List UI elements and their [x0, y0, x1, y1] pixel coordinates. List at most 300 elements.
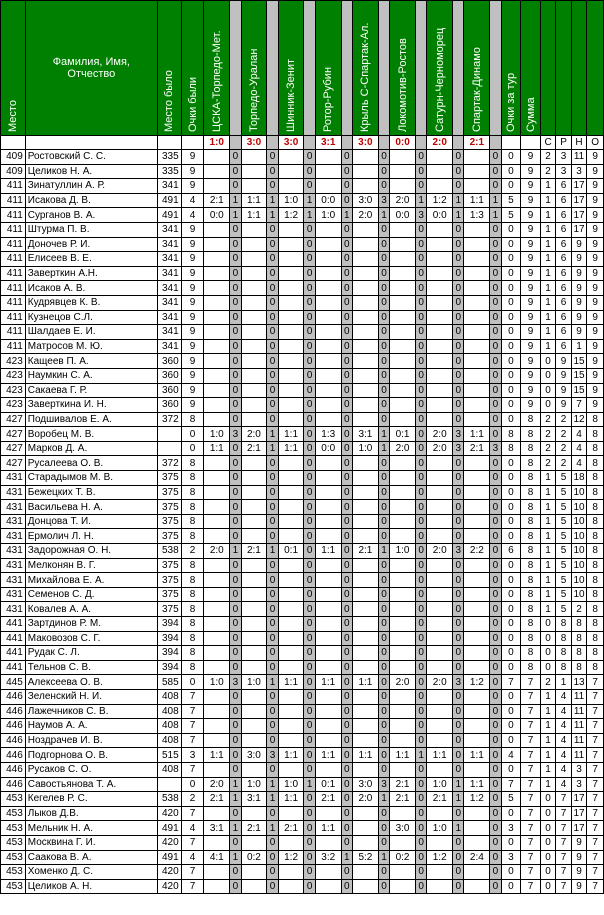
match-points-cell: 0: [304, 631, 315, 646]
prediction-cell: [315, 500, 341, 515]
match-points-cell: 0: [267, 222, 278, 237]
name-cell: Савостьянова Т. А.: [25, 777, 157, 792]
prediction-cell: [427, 587, 453, 602]
prediction-cell: 1:1: [352, 675, 378, 690]
match-points-cell: 0: [304, 573, 315, 588]
round-points-cell: 8: [501, 427, 521, 442]
prediction-cell: [427, 879, 453, 894]
match-points-cell: 0: [453, 879, 464, 894]
prediction-cell: 2:1: [204, 792, 230, 807]
place-was-cell: 394: [157, 631, 181, 646]
n-cell: 17: [571, 193, 586, 208]
prediction-cell: [427, 602, 453, 617]
match-points-cell: 0: [267, 660, 278, 675]
place-cell: 431: [1, 558, 26, 573]
round-points-cell: 0: [501, 704, 521, 719]
match-points-cell: 0: [267, 558, 278, 573]
o-cell: 7: [587, 850, 604, 865]
name-cell: Мелконян В. Г.: [25, 558, 157, 573]
table-row: [1, 631, 604, 646]
r-cell: 4: [556, 748, 571, 763]
match-points-cell: 0: [304, 368, 315, 383]
table-row: [1, 602, 604, 617]
o-cell: 8: [587, 646, 604, 661]
sum-cell: 9: [521, 150, 541, 165]
prediction-cell: [390, 354, 416, 369]
prediction-cell: [204, 266, 230, 281]
header-match-3: Шинник-Зенит: [278, 1, 304, 136]
prediction-cell: [315, 354, 341, 369]
prediction-cell: [278, 514, 304, 529]
s-cell: 1: [540, 704, 555, 719]
points-were-cell: 8: [181, 514, 204, 529]
s-cell: 1: [540, 544, 555, 559]
n-cell: 3: [571, 777, 586, 792]
sum-cell: 7: [521, 675, 541, 690]
prediction-cell: [390, 500, 416, 515]
r-cell: 6: [556, 281, 571, 296]
prediction-cell: [390, 295, 416, 310]
name-cell: Сакаева Г. Р.: [25, 383, 157, 398]
s-cell: 0: [540, 850, 555, 865]
place-was-cell: 341: [157, 252, 181, 267]
o-cell: 9: [587, 252, 604, 267]
prediction-cell: [204, 689, 230, 704]
match-points-cell: 0: [378, 485, 389, 500]
prediction-cell: [278, 398, 304, 413]
match-points-cell: 0: [453, 281, 464, 296]
match-points-cell: 3: [378, 193, 389, 208]
prediction-cell: 2:0: [427, 544, 453, 559]
match-points-cell: 0: [341, 646, 352, 661]
prediction-cell: [390, 529, 416, 544]
prediction-cell: [352, 733, 378, 748]
prediction-cell: [390, 617, 416, 632]
score-8: 2:1: [464, 136, 490, 150]
table-row: [1, 310, 604, 325]
o-cell: 8: [587, 660, 604, 675]
s-cell: 0: [540, 368, 555, 383]
prediction-cell: [278, 689, 304, 704]
name-cell: Кудрявцев К. В.: [25, 295, 157, 310]
match-points-cell: 0: [341, 412, 352, 427]
prediction-cell: 1:0: [315, 208, 341, 223]
match-points-cell: 1: [304, 193, 315, 208]
s-cell: 1: [540, 325, 555, 340]
prediction-cell: [241, 719, 267, 734]
match-points-cell: 0: [341, 179, 352, 194]
prediction-cell: [427, 529, 453, 544]
place-was-cell: 538: [157, 544, 181, 559]
points-were-cell: 9: [181, 325, 204, 340]
prediction-cell: [204, 383, 230, 398]
match-points-cell: 0: [304, 179, 315, 194]
name-cell: Исаков А. В.: [25, 281, 157, 296]
s-cell: 0: [540, 646, 555, 661]
prediction-cell: [241, 237, 267, 252]
score-7: 2:0: [427, 136, 453, 150]
match-points-cell: 0: [304, 733, 315, 748]
r-cell: 7: [556, 879, 571, 894]
prediction-cell: [315, 704, 341, 719]
header-row: [1, 1, 604, 136]
place-was-cell: 335: [157, 164, 181, 179]
match-points-cell: 0: [267, 179, 278, 194]
place-cell: 431: [1, 573, 26, 588]
match-points-cell: 0: [490, 544, 501, 559]
match-points-cell: 0: [230, 835, 241, 850]
prediction-cell: [352, 222, 378, 237]
s-cell: 1: [540, 266, 555, 281]
prediction-cell: [464, 631, 490, 646]
place-was-cell: 375: [157, 573, 181, 588]
prediction-cell: [352, 456, 378, 471]
place-was-cell: 491: [157, 850, 181, 865]
prediction-cell: [204, 456, 230, 471]
match-points-cell: 0: [415, 850, 426, 865]
prediction-cell: [241, 368, 267, 383]
match-points-cell: 0: [304, 675, 315, 690]
points-were-cell: 9: [181, 179, 204, 194]
prediction-cell: [315, 164, 341, 179]
place-was-cell: 408: [157, 733, 181, 748]
prediction-cell: [464, 762, 490, 777]
table-row: [1, 281, 604, 296]
prediction-cell: [352, 281, 378, 296]
prediction-cell: [352, 485, 378, 500]
match-points-cell: 0: [304, 821, 315, 836]
match-points-cell: 0: [490, 179, 501, 194]
round-points-cell: 0: [501, 354, 521, 369]
o-cell: 7: [587, 762, 604, 777]
match-points-cell: 0: [415, 456, 426, 471]
place-cell: 411: [1, 237, 26, 252]
prediction-cell: [427, 500, 453, 515]
prediction-cell: 1:0: [278, 777, 304, 792]
match-points-cell: 0: [341, 529, 352, 544]
place-was-cell: 375: [157, 602, 181, 617]
prediction-cell: [390, 237, 416, 252]
prediction-cell: [278, 222, 304, 237]
n-cell: 10: [571, 558, 586, 573]
prediction-cell: [241, 762, 267, 777]
prediction-cell: [278, 762, 304, 777]
prediction-cell: [315, 617, 341, 632]
prediction-cell: [390, 164, 416, 179]
match-points-cell: 0: [304, 660, 315, 675]
prediction-cell: [241, 587, 267, 602]
n-cell: 9: [571, 237, 586, 252]
prediction-cell: [315, 339, 341, 354]
match-points-cell: 0: [453, 179, 464, 194]
match-points-cell: 0: [415, 266, 426, 281]
match-points-cell: 0: [490, 733, 501, 748]
prediction-cell: [278, 471, 304, 486]
prediction-cell: [352, 660, 378, 675]
sum-cell: 9: [521, 354, 541, 369]
o-cell: 8: [587, 485, 604, 500]
match-points-cell: 1: [267, 427, 278, 442]
place-was-cell: 408: [157, 719, 181, 734]
prediction-cell: [278, 266, 304, 281]
prediction-cell: 3:1: [241, 792, 267, 807]
n-cell: 11: [571, 150, 586, 165]
prediction-cell: 1:1: [464, 193, 490, 208]
match-points-cell: 0: [304, 762, 315, 777]
place-cell: 411: [1, 339, 26, 354]
table-row: [1, 222, 604, 237]
sum-cell: 7: [521, 806, 541, 821]
r-cell: 8: [556, 660, 571, 675]
place-was-cell: 341: [157, 325, 181, 340]
place-cell: 453: [1, 835, 26, 850]
match-points-cell: 0: [304, 850, 315, 865]
place-was-cell: 341: [157, 266, 181, 281]
prediction-cell: [352, 719, 378, 734]
name-cell: Воробец М. В.: [25, 427, 157, 442]
match-points-cell: 0: [453, 266, 464, 281]
table-row: [1, 660, 604, 675]
prediction-cell: 2:1: [427, 792, 453, 807]
prediction-cell: [390, 689, 416, 704]
prediction-cell: [278, 529, 304, 544]
prediction-cell: [352, 573, 378, 588]
prediction-cell: [315, 295, 341, 310]
match-points-cell: 0: [341, 719, 352, 734]
table-row: [1, 427, 604, 442]
match-points-cell: 0: [304, 471, 315, 486]
match-points-cell: 0: [230, 266, 241, 281]
prediction-cell: [464, 471, 490, 486]
sum-cell: 9: [521, 295, 541, 310]
match-points-cell: 0: [490, 675, 501, 690]
prediction-cell: [278, 150, 304, 165]
prediction-cell: [315, 179, 341, 194]
r-cell: 6: [556, 266, 571, 281]
prediction-cell: 2:4: [464, 850, 490, 865]
o-cell: 7: [587, 733, 604, 748]
prediction-cell: [390, 835, 416, 850]
prediction-cell: [390, 310, 416, 325]
match-points-cell: 1: [267, 193, 278, 208]
prediction-cell: [241, 806, 267, 821]
place-was-cell: 372: [157, 456, 181, 471]
match-points-cell: 0: [304, 456, 315, 471]
points-were-cell: 8: [181, 617, 204, 632]
round-points-cell: 0: [501, 573, 521, 588]
match-points-cell: 0: [341, 792, 352, 807]
match-points-cell: 0: [230, 762, 241, 777]
prediction-cell: [427, 398, 453, 413]
place-was-cell: 394: [157, 660, 181, 675]
match-points-cell: 0: [341, 193, 352, 208]
prediction-cell: [278, 412, 304, 427]
table-row: [1, 792, 604, 807]
match-points-cell: 0: [304, 164, 315, 179]
prediction-cell: 2:0: [204, 777, 230, 792]
sum-cell: 9: [521, 325, 541, 340]
prediction-cell: [278, 339, 304, 354]
prediction-cell: [204, 719, 230, 734]
points-were-cell: 2: [181, 544, 204, 559]
match-points-cell: 0: [230, 441, 241, 456]
prediction-cell: 1:1: [278, 748, 304, 763]
n-cell: 3: [571, 762, 586, 777]
prediction-cell: 2:0: [390, 675, 416, 690]
name-cell: Ноздрачев И. В.: [25, 733, 157, 748]
prediction-cell: [427, 456, 453, 471]
prediction-cell: 3:0: [352, 193, 378, 208]
place-was-cell: [157, 441, 181, 456]
prediction-cell: [241, 252, 267, 267]
match-points-cell: 0: [230, 150, 241, 165]
match-points-cell: 0: [267, 310, 278, 325]
match-points-cell: 0: [230, 806, 241, 821]
prediction-cell: [278, 237, 304, 252]
match-points-cell: 0: [415, 485, 426, 500]
prediction-cell: [352, 295, 378, 310]
prediction-cell: [204, 704, 230, 719]
prediction-cell: [464, 222, 490, 237]
o-cell: 7: [587, 835, 604, 850]
prediction-cell: 0:1: [315, 777, 341, 792]
prediction-cell: [352, 412, 378, 427]
match-points-cell: 0: [490, 748, 501, 763]
prediction-cell: [427, 835, 453, 850]
match-points-cell: 0: [490, 237, 501, 252]
match-points-cell: 0: [341, 587, 352, 602]
match-points-cell: 0: [230, 558, 241, 573]
match-points-cell: 1: [230, 208, 241, 223]
match-points-cell: 0: [453, 733, 464, 748]
match-points-cell: 0: [453, 368, 464, 383]
prediction-cell: [315, 529, 341, 544]
s-cell: 1: [540, 193, 555, 208]
prediction-cell: [464, 806, 490, 821]
prediction-cell: [241, 295, 267, 310]
match-points-cell: 0: [267, 412, 278, 427]
prediction-cell: 2:0: [390, 193, 416, 208]
prediction-cell: [464, 354, 490, 369]
prediction-cell: 1:1: [315, 544, 341, 559]
prediction-cell: [390, 398, 416, 413]
match-points-cell: 0: [415, 339, 426, 354]
match-points-cell: 0: [490, 835, 501, 850]
prediction-cell: [278, 704, 304, 719]
place-was-cell: 420: [157, 879, 181, 894]
n-cell: 8: [571, 617, 586, 632]
match-points-cell: 0: [490, 879, 501, 894]
match-points-cell: 0: [304, 558, 315, 573]
match-points-cell: 0: [490, 412, 501, 427]
prediction-cell: [352, 339, 378, 354]
match-points-cell: 0: [267, 485, 278, 500]
match-points-cell: 0: [230, 354, 241, 369]
n-cell: 18: [571, 471, 586, 486]
o-cell: 7: [587, 792, 604, 807]
o-cell: 9: [587, 339, 604, 354]
prediction-cell: 1:1: [278, 792, 304, 807]
match-points-cell: 0: [230, 281, 241, 296]
o-cell: 8: [587, 456, 604, 471]
match-points-cell: 0: [341, 310, 352, 325]
match-points-cell: 0: [341, 675, 352, 690]
match-points-cell: 1: [378, 850, 389, 865]
prediction-cell: 1:1: [241, 193, 267, 208]
match-points-cell: 0: [304, 879, 315, 894]
round-points-cell: 0: [501, 368, 521, 383]
match-points-cell: 0: [230, 295, 241, 310]
prediction-cell: [390, 252, 416, 267]
prediction-cell: [204, 368, 230, 383]
n-cell: 10: [571, 514, 586, 529]
match-points-cell: 0: [415, 762, 426, 777]
table-row: [1, 617, 604, 632]
points-were-cell: 8: [181, 573, 204, 588]
r-cell: 9: [556, 398, 571, 413]
name-cell: Зеленский Н. И.: [25, 689, 157, 704]
match-points-cell: 0: [490, 660, 501, 675]
prediction-cell: [427, 325, 453, 340]
match-points-cell: 0: [304, 602, 315, 617]
place-cell: 431: [1, 587, 26, 602]
prediction-cell: 1:1: [464, 777, 490, 792]
match-points-cell: 0: [415, 602, 426, 617]
sum-cell: 9: [521, 179, 541, 194]
match-points-cell: 0: [230, 879, 241, 894]
table-row: [1, 689, 604, 704]
score-row: [1, 136, 604, 150]
n-cell: 11: [571, 704, 586, 719]
round-points-cell: 0: [501, 281, 521, 296]
place-cell: 453: [1, 865, 26, 880]
table-row: [1, 383, 604, 398]
sub-header-n: Н: [571, 136, 586, 150]
match-points-cell: 0: [230, 310, 241, 325]
prediction-cell: [241, 310, 267, 325]
prediction-cell: [315, 310, 341, 325]
name-cell: Мельник Н. А.: [25, 821, 157, 836]
points-were-cell: 4: [181, 850, 204, 865]
prediction-cell: [427, 762, 453, 777]
name-cell: Рудак С. Л.: [25, 646, 157, 661]
match-points-cell: 0: [230, 237, 241, 252]
prediction-cell: [241, 500, 267, 515]
match-points-cell: 0: [453, 500, 464, 515]
prediction-cell: [241, 325, 267, 340]
prediction-cell: 2:2: [464, 544, 490, 559]
sum-cell: 9: [521, 368, 541, 383]
prediction-cell: [464, 325, 490, 340]
match-points-cell: 0: [304, 646, 315, 661]
table-row: [1, 412, 604, 427]
points-were-cell: 9: [181, 368, 204, 383]
match-points-cell: 0: [415, 617, 426, 632]
prediction-cell: [427, 689, 453, 704]
table-row: [1, 748, 604, 763]
match-points-cell: 0: [453, 150, 464, 165]
points-were-cell: 9: [181, 295, 204, 310]
match-points-cell: 0: [378, 704, 389, 719]
prediction-cell: [352, 865, 378, 880]
prediction-cell: [241, 879, 267, 894]
match-points-cell: 0: [490, 368, 501, 383]
prediction-cell: [204, 310, 230, 325]
prediction-cell: [390, 646, 416, 661]
s-cell: 0: [540, 398, 555, 413]
prediction-cell: [352, 325, 378, 340]
sum-cell: 8: [521, 529, 541, 544]
